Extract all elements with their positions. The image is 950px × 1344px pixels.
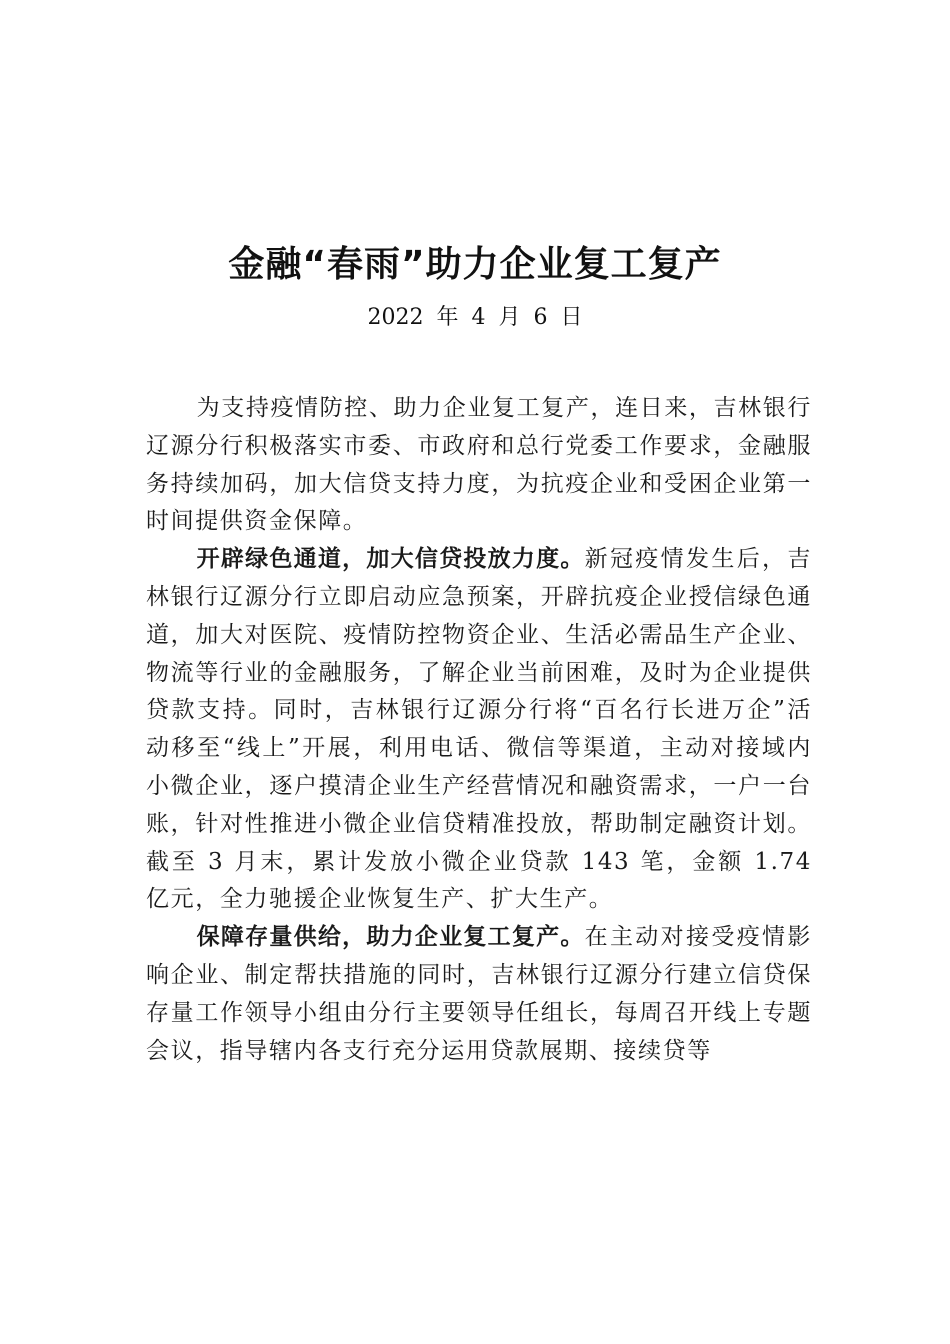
paragraph-intro xyxy=(146,390,812,541)
paragraph-green-channel xyxy=(146,541,812,919)
paragraph-text: 为支持疫情防控、助力企业复工复产，连日来，吉林银行辽源分行积极落实市委、市政府和总行党委工作要求，金融服务持续加码，加大信贷支持力度，为抗疫企业和受困企业第一时间提供资金保障。 xyxy=(146,395,812,535)
document-body xyxy=(146,390,812,1070)
paragraph-lead: 保障存量供给，助力企业复工复产。 xyxy=(196,924,585,951)
document-date: 2022 年 4 月 6 日 xyxy=(367,305,583,330)
paragraph-stock-supply xyxy=(146,919,812,1070)
paragraph-text: 在主动对接受疫情影响企业、制定帮扶措施的同时，吉林银行辽源分行建立信贷保存量工作领导小组由分行主要领导任组长，每周召开线上专题会议，指导辖内各支行充分运用贷款展期、接续贷等 xyxy=(146,924,812,1064)
paragraph-lead: 开辟绿色通道，加大信贷投放力度。 xyxy=(196,546,585,573)
paragraph-text: 新冠疫情发生后，吉林银行辽源分行立即启动应急预案，开辟抗疫企业授信绿色通道，加大对医院、疫情防控物资企业、生活必需品生产企业、物流等行业的金融服务，了解企业当前困难，及时为企业提供贷款支持。同时，吉林银行辽源分行将“百名行长进万企”活动移至“线上”开展，利用电话、微信等渠道，主动对接域内小微企业，逐户摸清企业生产经营情况和融资需求，一户一台账，针对性推进小微企业信贷精准投放，帮助制定融资计划。截至 3 月末，累计发放小微企业贷款 143 笔，金额 1.74 亿元，全力驰援企业恢复生产、扩大生产。 xyxy=(146,546,812,913)
document-title: 金融“春雨”助力企业复工复产 xyxy=(228,244,722,285)
